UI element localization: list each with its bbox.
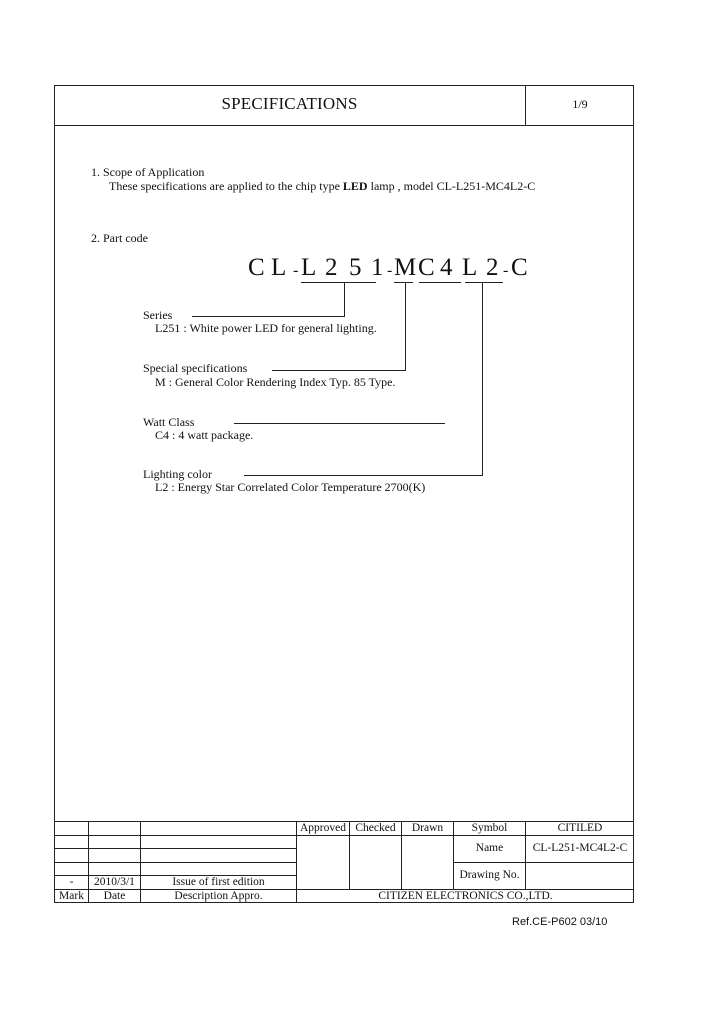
underline-color [465, 282, 503, 283]
footer-ref: Ref.CE-P602 03/10 [512, 916, 608, 928]
part-code-char: 2 [486, 254, 499, 281]
part-code-char: 5 [349, 254, 362, 281]
part-code-char: 1 [371, 254, 384, 281]
field-watt-label: Watt Class [143, 415, 195, 429]
scope-text: These specifications are applied to the chip type LED lamp , model CL-L251-MC4L2-C [109, 179, 536, 193]
part-code-char: L [301, 254, 317, 281]
part-code-char: 4 [440, 254, 453, 281]
leader-special-v [405, 282, 406, 370]
tb-desc-header: Description Appro. [174, 890, 263, 902]
tb-date-header: Date [103, 890, 126, 902]
tb-drawing-no-label: Drawing No. [459, 869, 520, 881]
tb-mark-header: Mark [59, 890, 84, 902]
tb-rev-description: Issue of first edition [172, 876, 265, 888]
field-special-desc: M : General Color Rendering Index Typ. 85 Type. [155, 375, 396, 389]
field-color-label: Lighting color [143, 467, 212, 481]
part-code-char: 2 [325, 254, 338, 281]
leader-series-v [344, 282, 345, 316]
part-code-char: M [394, 254, 417, 281]
leader-special-h [272, 370, 406, 371]
underline-watt [419, 282, 461, 283]
tb-approval-line [297, 835, 453, 836]
field-series-label: Series [143, 308, 173, 322]
scope-led-bold: LED [342, 179, 368, 193]
underline-series [301, 282, 376, 283]
tb-row-line-1 [54, 835, 296, 836]
tb-company: CITIZEN ELECTRONICS CO.,LTD. [378, 890, 553, 902]
tb-approved: Approved [300, 822, 346, 834]
tb-symbol-line [453, 835, 634, 836]
leader-watt-h [234, 423, 445, 424]
part-code-char: - [503, 262, 509, 279]
leader-color-h [244, 475, 483, 476]
part-code-char: C [248, 254, 265, 281]
part-code-char: C [418, 254, 435, 281]
tb-symbol-value: CITILED [557, 822, 603, 834]
leader-color-v [482, 282, 483, 475]
field-watt-desc: C4 : 4 watt package. [155, 428, 254, 442]
tb-checked: Checked [355, 822, 396, 834]
page-title: SPECIFICATIONS [221, 94, 358, 113]
partcode-heading: 2. Part code [91, 231, 148, 245]
tb-row-line-3 [54, 862, 296, 863]
part-code-char: C [511, 254, 528, 281]
part-code-char: L [462, 254, 478, 281]
field-series-desc: L251 : White power LED for general lighting. [155, 321, 377, 335]
tb-name-line [453, 862, 634, 863]
header-divider [54, 125, 634, 126]
field-special-label: Special specifications [143, 361, 248, 375]
tb-name-value: CL-L251-MC4L2-C [532, 842, 628, 854]
field-color-desc: L2 : Energy Star Correlated Color Temperature 2700(K) [155, 480, 426, 494]
underline-special [394, 282, 413, 283]
page-number: 1/9 [572, 97, 588, 111]
part-code-char: - [387, 262, 393, 279]
tb-rev-date: 2010/3/1 [94, 876, 135, 888]
tb-symbol-label: Symbol [471, 822, 508, 834]
leader-series-h [192, 316, 345, 317]
tb-row-line-2 [54, 848, 296, 849]
part-code-char: L [271, 254, 287, 281]
part-code-char: - [293, 262, 299, 279]
tb-drawn: Drawn [411, 822, 444, 834]
tb-rev-mark: - [69, 876, 74, 888]
scope-heading: 1. Scope of Application [91, 165, 205, 179]
tb-name-label: Name [475, 842, 504, 854]
